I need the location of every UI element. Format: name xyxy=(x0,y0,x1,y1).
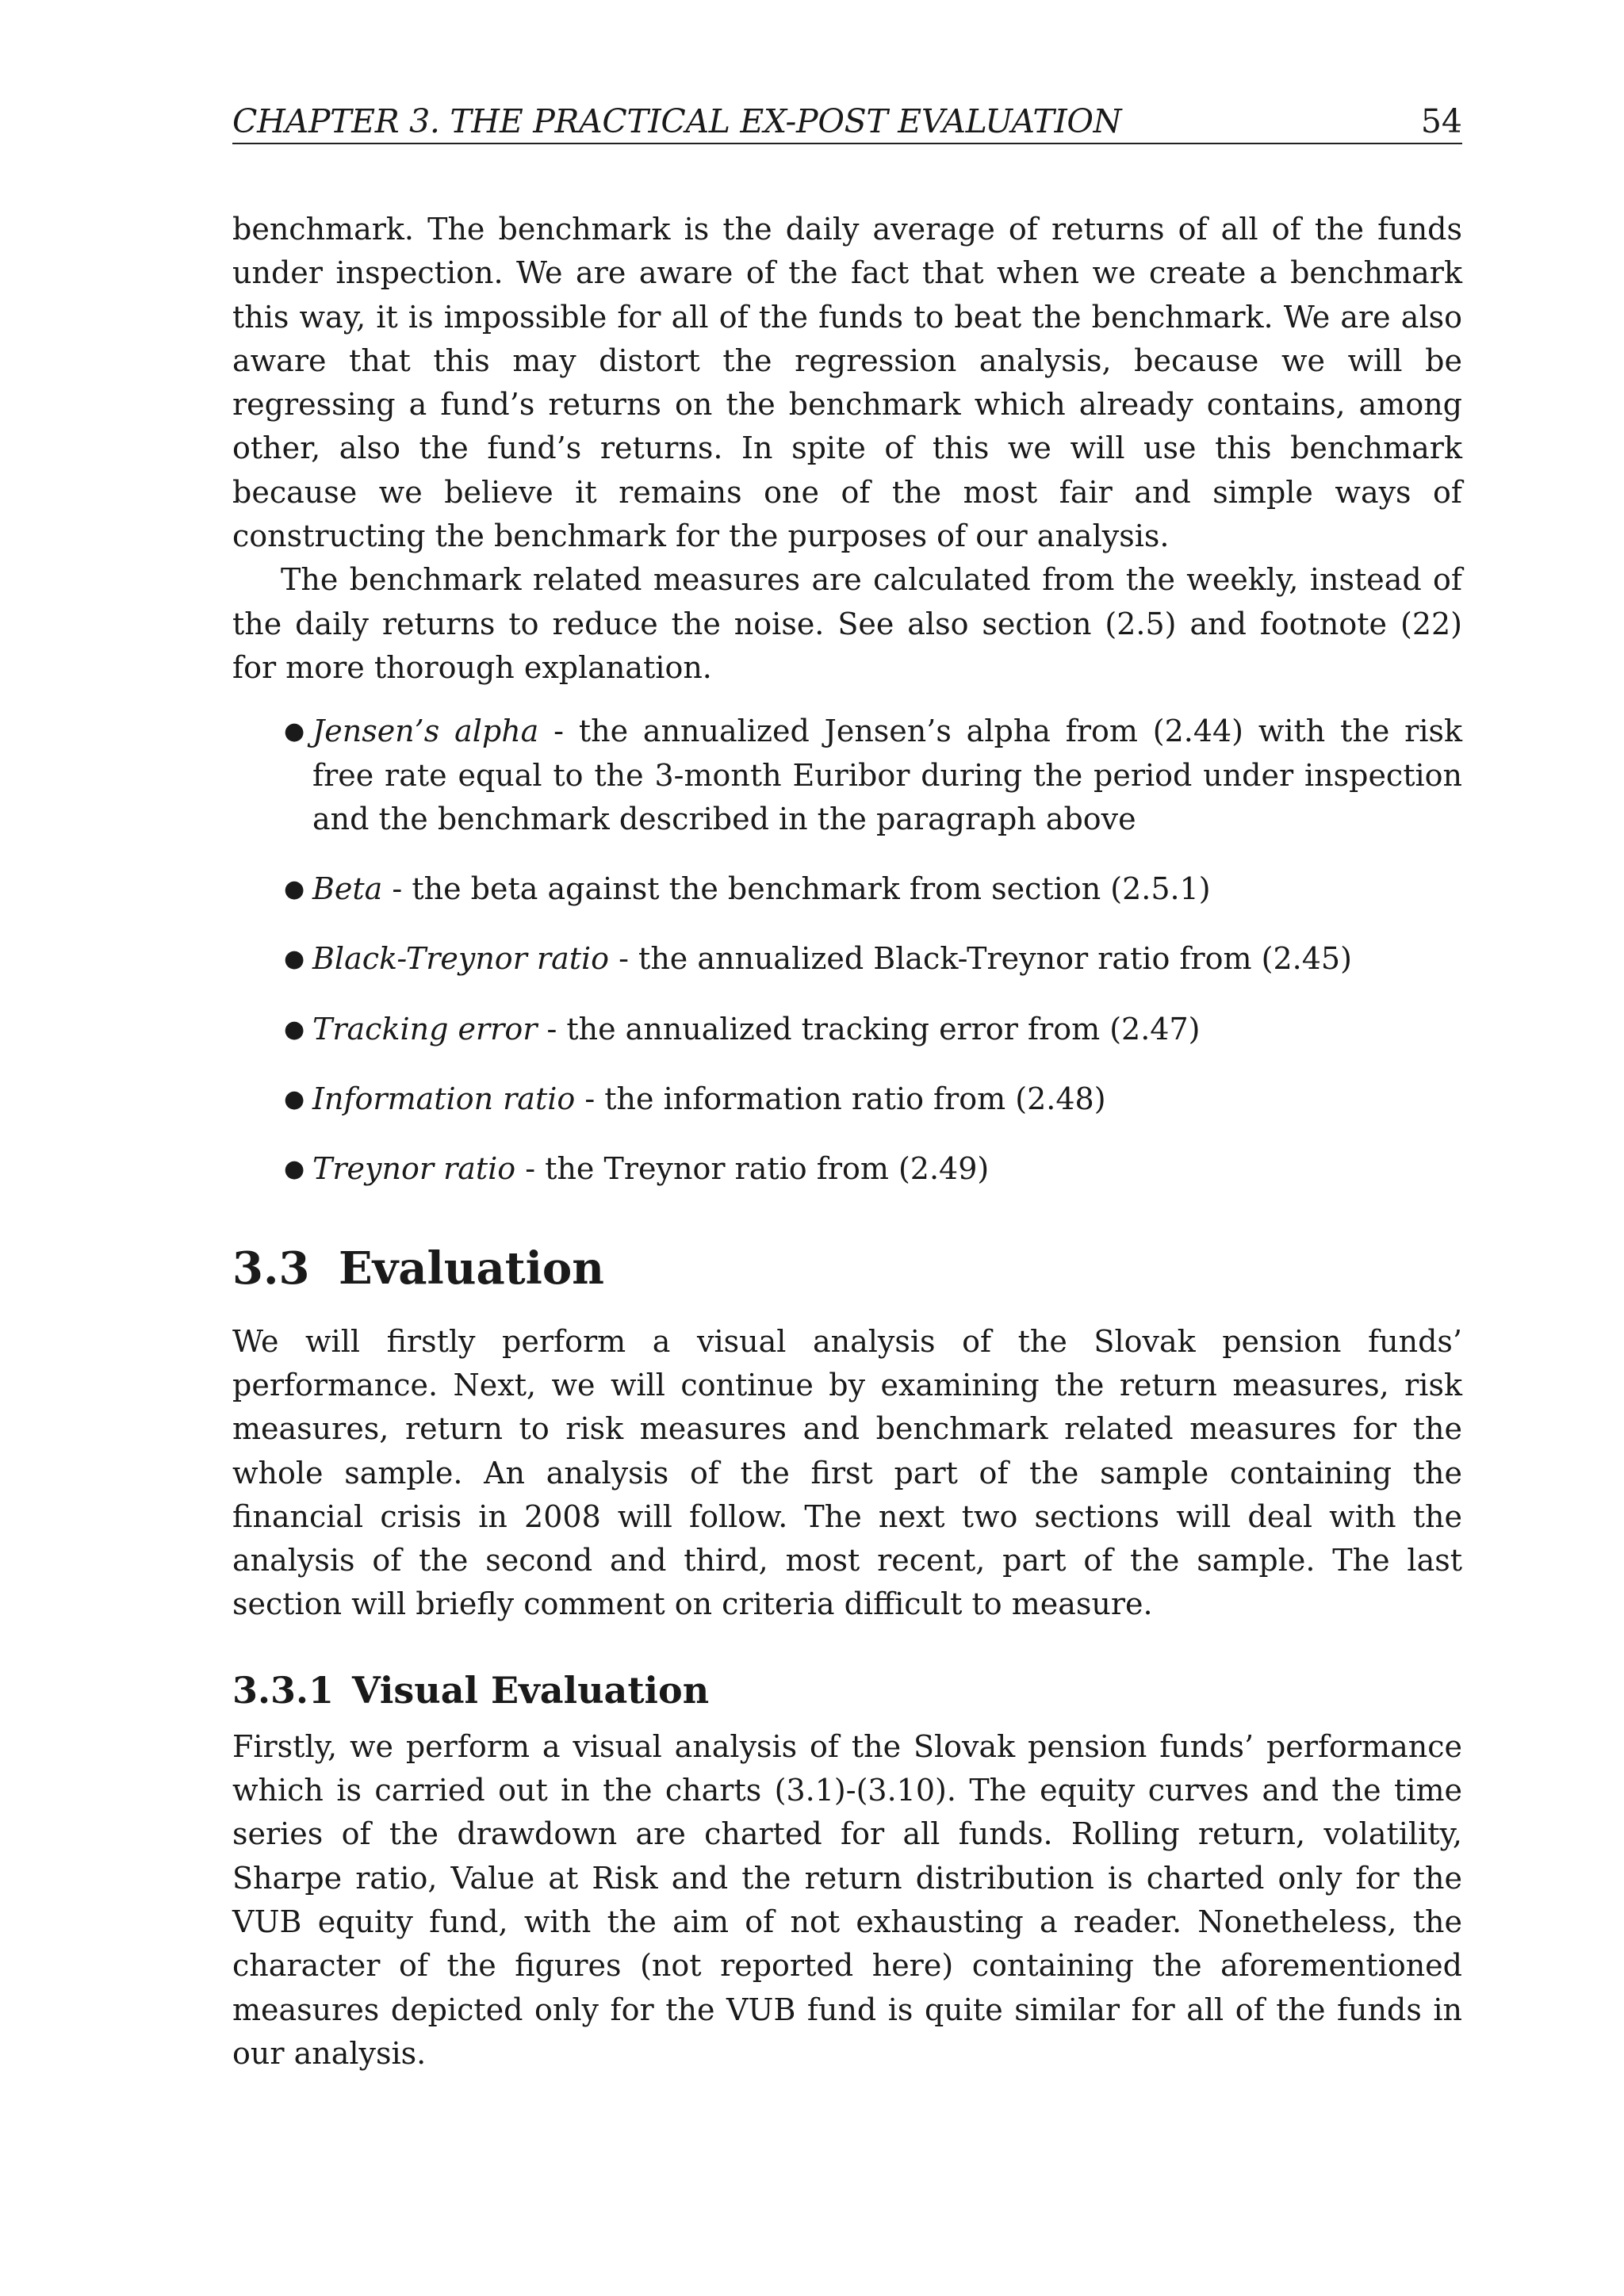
section-heading xyxy=(232,1241,1462,1296)
list-item xyxy=(232,867,1462,911)
bullet-icon: ● xyxy=(284,1085,305,1114)
subsection-heading xyxy=(232,1667,1462,1714)
bullet-icon: ● xyxy=(284,1015,305,1043)
subsection-number: 3.3.1 xyxy=(232,1668,335,1712)
section-number: 3.3 xyxy=(232,1242,310,1295)
measure-term: Beta xyxy=(312,871,383,907)
paragraph-weekly-returns: The benchmark related measures are calculated from the weekly, instead of the daily returns to reduce the noise. See also section (2.5) and footnote (22) for more thorough explanation. xyxy=(232,562,1462,685)
paragraph-visual-evaluation: Firstly, we perform a visual analysis of the Slovak pension funds’ performance which is carried out in the charts (3.1)-(3.10). The equity curves and the time series of the drawdown are charted for all funds. Rolling return, volatility, Sharpe ratio, Value at Risk and the return distribution is charted only for the VUB equity fund, with the aim of not exhausting a reader. Nonetheless, the character of the figures (not reported here) containing the aforementioned measures depicted only for the VUB fund is quite similar for all of the funds in our analysis. xyxy=(232,1728,1462,2071)
list-item xyxy=(232,710,1462,841)
list-item xyxy=(232,1147,1462,1191)
paragraph-benchmark: benchmark. The benchmark is the daily average of returns of all of the funds under inspection. We are aware of the fact that when we create a benchmark this way, it is impossible for all of the funds to beat the benchmark. We are also aware that this may distort the regression analysis, because we will be regressing a fund’s returns on the benchmark which already contains, among other, also the fund’s returns. In spite of this we will use this benchmark because we believe it remains one of the most fair and simple ways of constructing the benchmark for the purposes of our analysis. xyxy=(232,212,1462,554)
measure-term: Jensen’s alpha xyxy=(312,714,539,749)
bullet-icon: ● xyxy=(284,945,305,974)
running-header xyxy=(232,100,1462,144)
page-body xyxy=(232,208,1462,2076)
measure-term: Tracking error xyxy=(312,1011,538,1047)
list-item xyxy=(232,1077,1462,1121)
bullet-icon: ● xyxy=(284,718,305,746)
bullet-icon: ● xyxy=(284,875,305,904)
list-item xyxy=(232,1008,1462,1051)
subsection-title: Visual Evaluation xyxy=(352,1668,710,1712)
measure-term: Black-Treynor ratio xyxy=(312,941,610,977)
benchmark-measures-list xyxy=(232,710,1462,1191)
list-item xyxy=(232,937,1462,981)
page-number: 54 xyxy=(1420,102,1462,140)
section-title: Evaluation xyxy=(339,1242,604,1295)
bullet-icon: ● xyxy=(284,1155,305,1184)
measure-term: Treynor ratio xyxy=(312,1151,516,1187)
paragraph-evaluation-overview: We will firstly perform a visual analysis of the Slovak pension funds’ performance. Next, we will continue by examining the return measures, risk measures, return to risk measures and benchmark related measures for the whole sample. An analysis of the first part of the sample containing the financial crisis in 2008 will follow. The next two sections will deal with the analysis of the second and third, most recent, part of the sample. The last section will briefly comment on criteria difficult to measure. xyxy=(232,1323,1462,1622)
measure-term: Information ratio xyxy=(312,1081,576,1117)
measure-description: - the annualized Jensen’s alpha from (2.44) with the risk free rate equal to the 3-month Euribor during the period under inspection and the benchmark described in the paragraph above xyxy=(312,714,1462,836)
chapter-title: CHAPTER 3. THE PRACTICAL EX-POST EVALUATION xyxy=(232,102,1122,140)
measure-description: - the annualized tracking error from (2.47) xyxy=(537,1011,1201,1047)
measure-description: - the annualized Black-Treynor ratio from (2.45) xyxy=(609,941,1352,977)
measure-description: - the information ratio from (2.48) xyxy=(575,1081,1106,1117)
measure-description: - the beta against the benchmark from section (2.5.1) xyxy=(382,871,1211,907)
measure-description: - the Treynor ratio from (2.49) xyxy=(515,1151,990,1187)
